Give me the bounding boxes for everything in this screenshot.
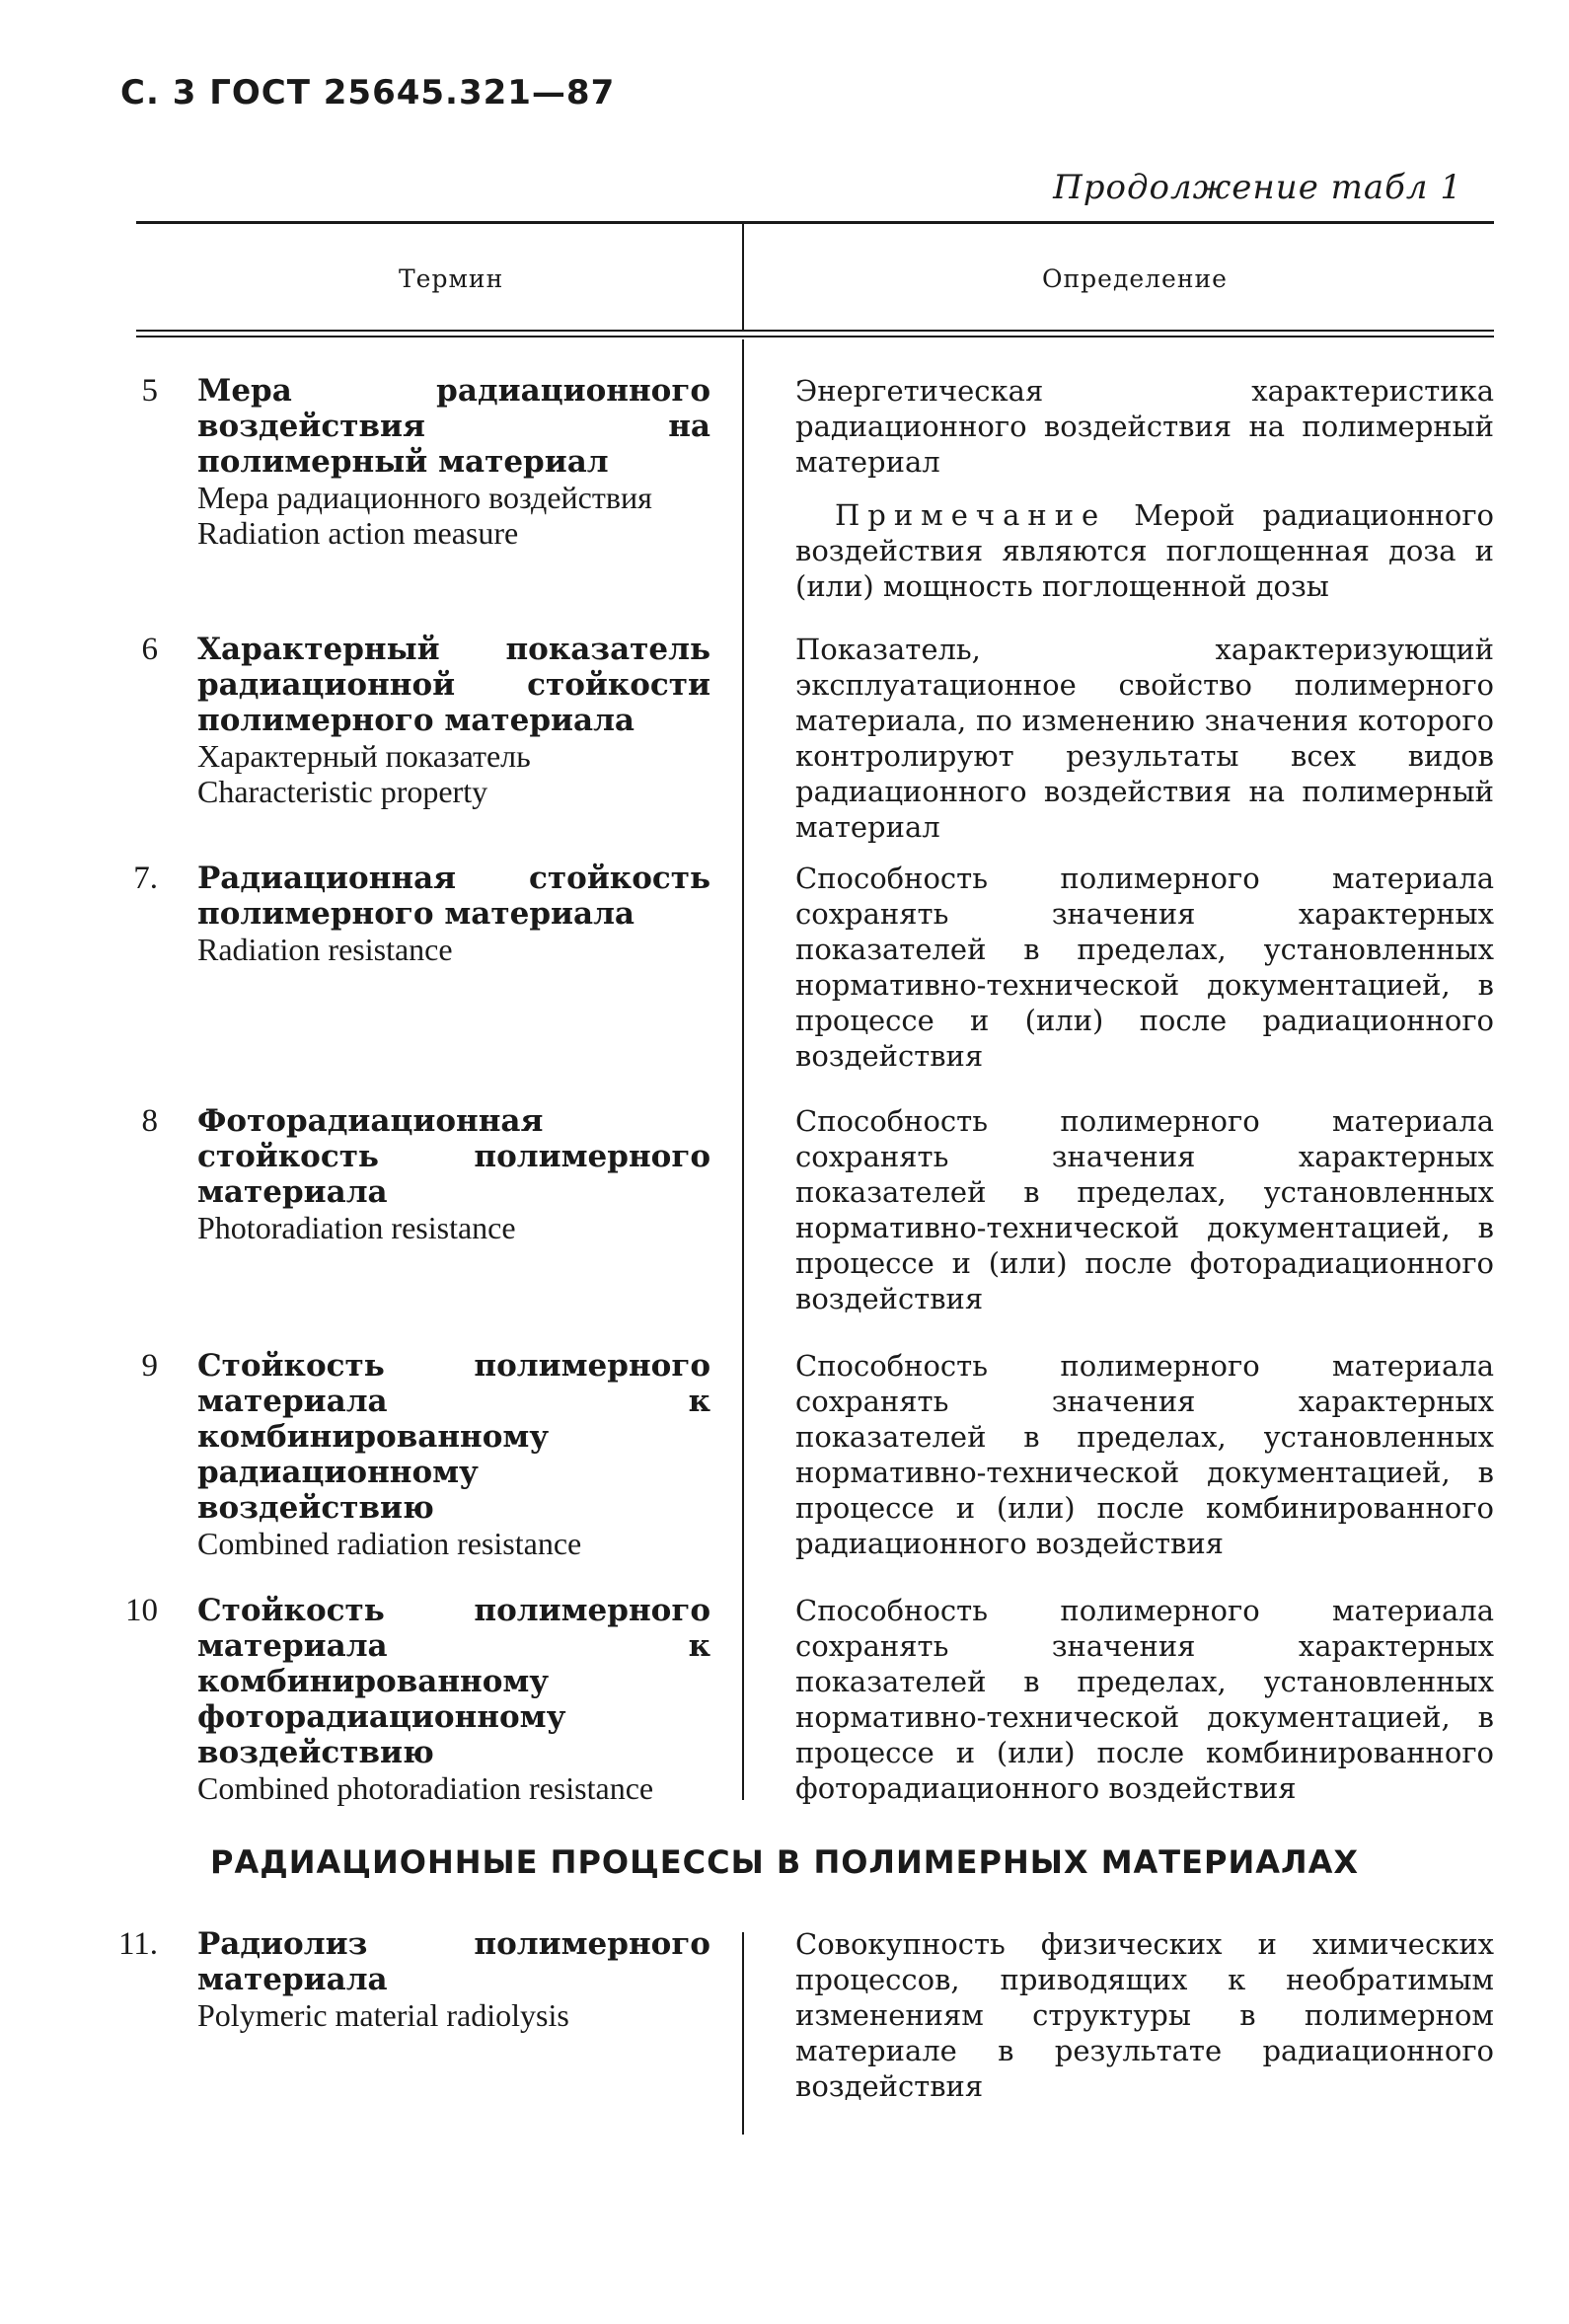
column-divider-header xyxy=(742,223,744,330)
entry-number: 9 xyxy=(141,1348,158,1384)
term-cell xyxy=(197,373,710,551)
table-continuation-label: Продолжение табл 1 xyxy=(1053,168,1462,207)
entry-number: 11. xyxy=(117,1926,158,1962)
term-cell xyxy=(197,1926,710,2033)
definition-text: Энергетическая характеристика радиационного воздействия на полимерный материал xyxy=(795,374,1494,479)
entry-number: 5 xyxy=(141,373,158,409)
term-name: Мера радиационного воздействия на полимерный материал xyxy=(197,373,710,480)
term-english: Photoradiation resistance xyxy=(197,1210,516,1245)
entry-number: 10 xyxy=(125,1593,158,1628)
term-english: Polymeric material radiolysis xyxy=(197,1997,569,2033)
term-english: Combined radiation resistance xyxy=(197,1526,582,1561)
term-cell xyxy=(197,1348,710,1561)
entry-number: 7. xyxy=(133,861,158,896)
term-cell xyxy=(197,1593,710,1806)
entry-number: 8 xyxy=(141,1103,158,1139)
definition-cell: Совокупность физических и химических процессов, приводящих к необратимым изменениям структуры в полимерном материале в результате радиационного воздействия xyxy=(795,1927,1494,2103)
term-synonym: Характерный показатель xyxy=(197,738,531,774)
term-name: Характерный показатель радиационной стойкости полимерного материала xyxy=(197,632,710,738)
definition-cell: Способность полимерного материала сохранять значения характерных показателей в пределах, установленных нормативно-технической документацией, в процессе и (или) после фоторадиационного воздействия xyxy=(795,1104,1494,1315)
definition-note xyxy=(795,497,1494,604)
column-divider-body xyxy=(742,339,744,1800)
column-header-definition: Определение xyxy=(1042,264,1228,293)
table-header-rule-1 xyxy=(136,330,1494,332)
entry-number: 6 xyxy=(141,632,158,667)
definition-cell: Способность полимерного материала сохранять значения характерных показателей в пределах, установленных нормативно-технической документацией, в процессе и (или) после комбинированного фоторадиационного воздействия xyxy=(795,1594,1494,1805)
column-header-term: Термин xyxy=(399,264,504,293)
term-english: Radiation resistance xyxy=(197,932,453,967)
definition-cell xyxy=(795,373,1494,604)
table-header-rule-2 xyxy=(136,336,1494,337)
definition-cell: Показатель, характеризующий эксплуатационное свойство полимерного материала, по изменению значения которого контролируют результаты всех видов радиационного воздействия на полимерный материал xyxy=(795,633,1494,844)
note-text: Мерой радиационного воздействия являются поглощенная доза и (или) мощность поглощенной дозы xyxy=(795,498,1494,603)
table-top-rule xyxy=(136,221,1494,224)
note-label: Примечание xyxy=(835,498,1107,532)
definition-cell: Способность полимерного материала сохранять значения характерных показателей в пределах, установленных нормативно-технической документацией, в процессе и (или) после радиационного воздействия xyxy=(795,862,1494,1073)
section-heading: РАДИАЦИОННЫЕ ПРОЦЕССЫ В ПОЛИМЕРНЫХ МАТЕРИАЛАХ xyxy=(210,1843,1359,1881)
term-cell xyxy=(197,632,710,809)
term-cell xyxy=(197,861,710,967)
term-name: Радиационная стойкость полимерного материала xyxy=(197,861,710,932)
term-english: Combined photoradiation resistance xyxy=(197,1770,654,1806)
page-header: С. 3 ГОСТ 25645.321—87 xyxy=(120,73,616,112)
definition-cell: Способность полимерного материала сохранять значения характерных показателей в пределах, установленных нормативно-технической документацией, в процессе и (или) после комбинированного радиационного воздействия xyxy=(795,1349,1494,1560)
column-divider-section xyxy=(742,1932,744,2135)
term-name: Фоторадиационная стойкость полимерного материала xyxy=(197,1103,710,1210)
term-synonym: Мера радиационного воздействия xyxy=(197,480,652,515)
term-name: Стойкость полимерного материала к комбинированному радиационному воздействию xyxy=(197,1348,710,1526)
term-english: Characteristic property xyxy=(197,774,488,809)
term-english: Radiation action measure xyxy=(197,515,519,551)
term-name: Радиолиз полимерного материала xyxy=(197,1926,710,1997)
term-cell xyxy=(197,1103,710,1245)
term-name: Стойкость полимерного материала к комбинированному фоторадиационному воздействию xyxy=(197,1593,710,1770)
